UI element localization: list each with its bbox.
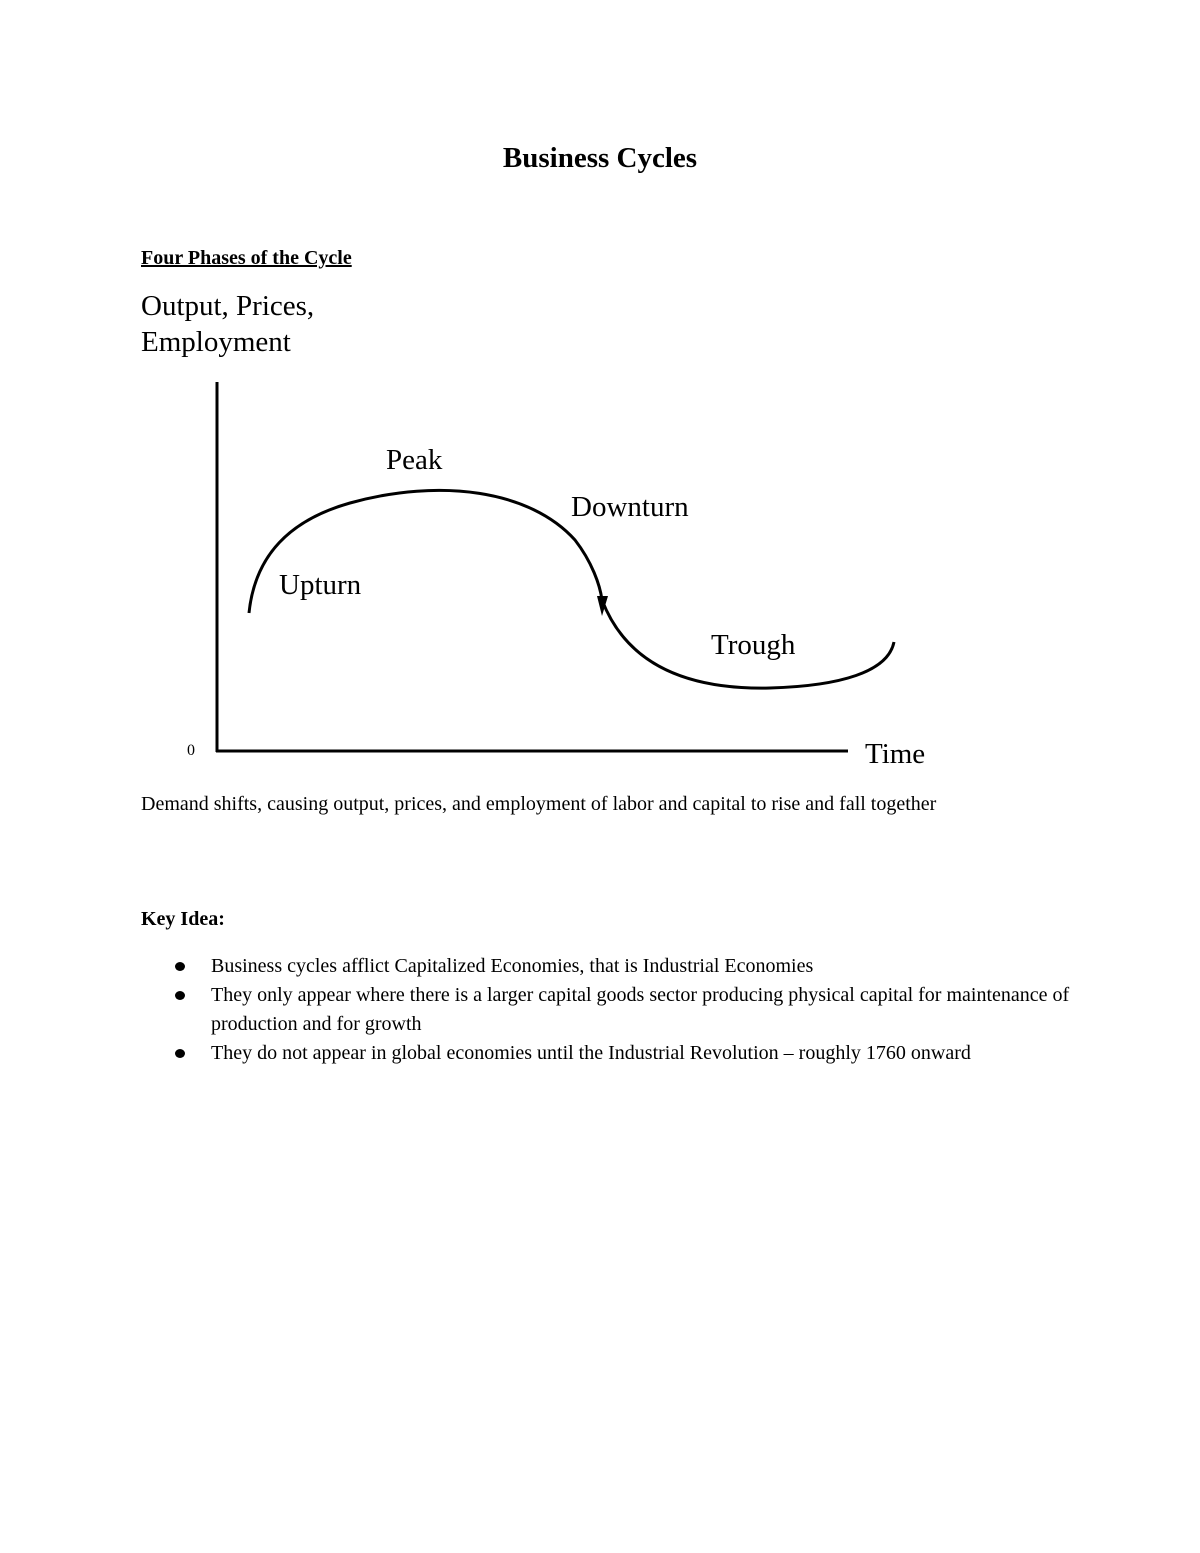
- curve-arrow-icon: [597, 596, 608, 616]
- bullet-icon: [175, 991, 185, 1000]
- section-heading: Four Phases of the Cycle: [141, 247, 352, 269]
- list-item: [211, 1039, 1071, 1068]
- key-idea-list: [211, 952, 1071, 1068]
- list-item-text: They do not appear in global economies until the Industrial Revolution – roughly 1760 onward: [211, 1042, 971, 1064]
- cycle-curve-upper: [249, 490, 602, 613]
- list-item: [211, 981, 1071, 1039]
- bullet-icon: [175, 1049, 185, 1058]
- y-axis-label-line1: Output, Prices,: [141, 290, 315, 322]
- list-item: [211, 952, 1071, 981]
- origin-label: 0: [187, 742, 195, 759]
- phase-label-upturn: Upturn: [279, 569, 362, 601]
- key-idea-heading: Key Idea:: [141, 908, 225, 930]
- page-title: Business Cycles: [502, 142, 698, 174]
- bullet-icon: [175, 962, 185, 971]
- phase-label-peak: Peak: [386, 444, 443, 476]
- list-item-text: Business cycles afflict Capitalized Economies, that is Industrial Economies: [211, 955, 814, 977]
- phase-label-trough: Trough: [711, 629, 796, 661]
- cycle-curve-lower: [602, 600, 894, 688]
- phase-label-downturn: Downturn: [571, 491, 689, 523]
- diagram-caption: Demand shifts, causing output, prices, and employment of labor and capital to rise and fall together: [141, 793, 937, 815]
- y-axis-label: [141, 288, 314, 360]
- x-axis-label: Time: [865, 738, 926, 770]
- list-item-text: They only appear where there is a larger capital goods sector producing physical capital for maintenance of production and for growth: [211, 984, 1070, 1035]
- y-axis-label-line2: Employment: [141, 326, 291, 358]
